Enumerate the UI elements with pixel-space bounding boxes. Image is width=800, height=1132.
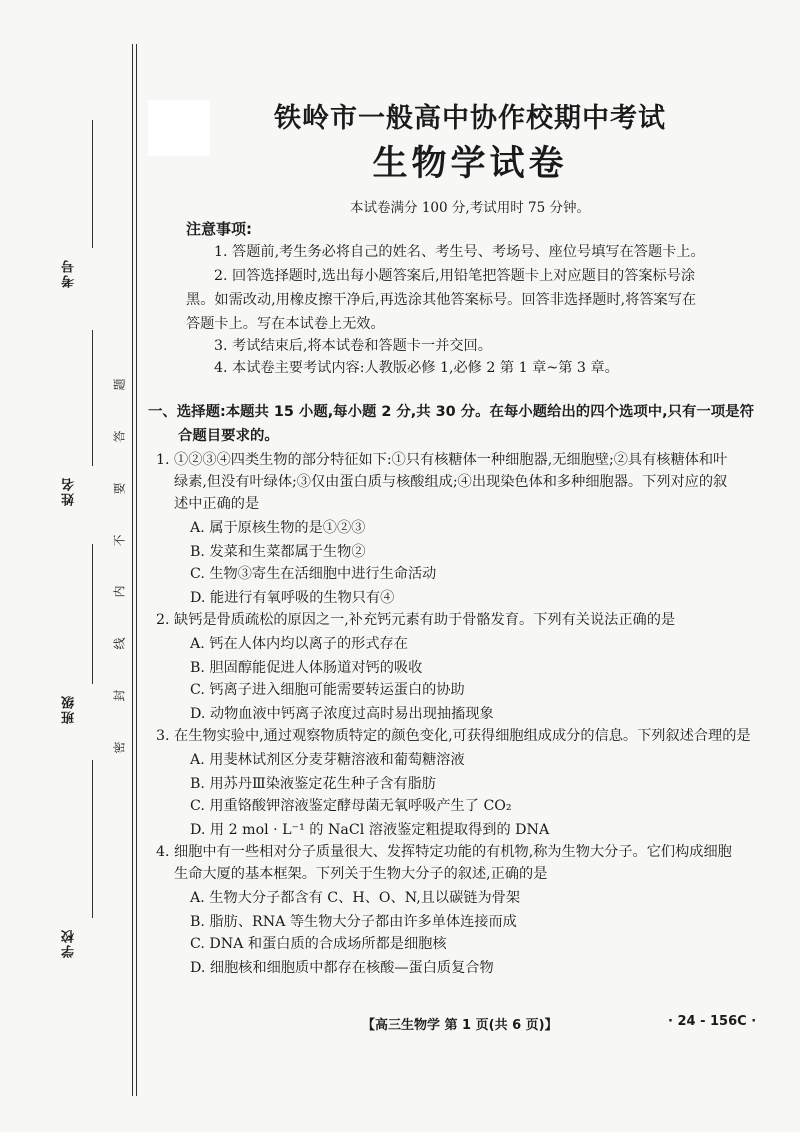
notice-line: 4. 本试卷主要考试内容:人教版必修 1,必修 2 第 1 章~第 3 章。 — [214, 360, 619, 376]
answer-option: C. 用重铬酸钾溶液鉴定酵母菌无氧呼吸产生了 CO₂ — [190, 798, 512, 814]
section-heading: 一、选择题:本题共 15 小题,每小题 2 分,共 30 分。在每小题给出的四个选项中,只有一项是符 — [148, 404, 754, 420]
question-stem: 1. ①②③④四类生物的部分特征如下:①只有核糖体一种细胞器,无细胞壁;②具有核糖体和叶 — [156, 452, 728, 468]
seal-char: 封 — [112, 689, 127, 702]
class-label: 班级 — [62, 694, 77, 724]
notice-line: 黑。如需改动,用橡皮擦干净后,再选涂其他答案标号。回答非选择题时,将答案写在 — [186, 292, 697, 308]
exam-info: 本试卷满分 100 分,考试用时 75 分钟。 — [350, 200, 590, 216]
name-label: 姓名 — [62, 476, 77, 506]
binding-line — [136, 44, 137, 1096]
class-field — [60, 694, 79, 724]
binding-line — [132, 44, 133, 1096]
answer-option: A. 属于原核生物的是①②③ — [190, 520, 366, 536]
answer-option: A. 钙在人体内均以离子的形式存在 — [190, 636, 408, 652]
notice-line: 2. 回答选择题时,选出每小题答案后,用铅笔把答题卡上对应题目的答案标号涂 — [214, 268, 696, 284]
exam-number-field — [60, 258, 79, 288]
answer-option: D. 细胞核和细胞质中都存在核酸—蛋白质复合物 — [190, 960, 494, 976]
exam-number-label: 考号 — [62, 258, 77, 288]
seal-char: 答 — [112, 430, 127, 443]
seal-char: 要 — [112, 482, 127, 495]
answer-option: D. 能进行有氧呼吸的生物只有④ — [190, 590, 395, 606]
answer-option: A. 生物大分子都含有 C、H、O、N,且以碳链为骨架 — [190, 890, 521, 906]
question-stem: 4. 细胞中有一些相对分子质量很大、发挥特定功能的有机物,称为生物大分子。它们构成细胞 — [156, 844, 732, 860]
answer-option: C. 钙离子进入细胞可能需要转运蛋白的协助 — [190, 682, 465, 698]
question-stem: 述中正确的是 — [174, 496, 260, 512]
answer-option: D. 用 2 mol · L⁻¹ 的 NaCl 溶液鉴定粗提取得到的 DNA — [190, 822, 550, 838]
answer-option: C. DNA 和蛋白质的合成场所都是细胞核 — [190, 936, 447, 952]
answer-option: D. 动物血液中钙离子浓度过高时易出现抽搐现象 — [190, 706, 494, 722]
answer-option: B. 发菜和生菜都属于生物② — [190, 544, 366, 560]
exam-title: 铁岭市一般高中协作校期中考试 — [274, 103, 666, 134]
section-heading: 合题目要求的。 — [178, 428, 279, 444]
school-field — [60, 928, 79, 958]
answer-option: B. 胆固醇能促进人体肠道对钙的吸收 — [190, 660, 423, 676]
answer-option: C. 生物③寄生在活细胞中进行生命活动 — [190, 566, 437, 582]
seal-char: 不 — [112, 534, 127, 547]
name-field — [60, 476, 79, 506]
name-blank — [92, 330, 93, 466]
page-footer: 【高三生物学 第 1 页(共 6 页)】 — [362, 1018, 558, 1033]
binding-margin — [0, 0, 132, 1132]
notice-line: 答题卡上。写在本试卷上无效。 — [186, 316, 385, 332]
question-stem: 2. 缺钙是骨质疏松的原因之一,补充钙元素有助于骨骼发育。下列有关说法正确的是 — [156, 612, 676, 628]
school-label: 学校 — [62, 928, 77, 958]
question-stem: 绿素,但没有叶绿体;③仅由蛋白质与核酸组成;④出现染色体和多种细胞器。下列对应的叙 — [174, 474, 728, 490]
exam-number-blank — [92, 120, 93, 248]
notice-line: 3. 考试结束后,将本试卷和答题卡一并交回。 — [214, 338, 492, 354]
seal-char: 密 — [112, 741, 127, 754]
answer-option: B. 用苏丹Ⅲ染液鉴定花生种子含有脂肪 — [190, 776, 436, 792]
answer-option: A. 用斐林试剂区分麦芽糖溶液和葡萄糖溶液 — [190, 752, 465, 768]
school-blank — [92, 760, 93, 918]
seal-char: 题 — [112, 378, 127, 391]
subject-title: 生物学试卷 — [372, 144, 568, 184]
seal-warning — [108, 376, 130, 756]
answer-option: B. 脂肪、RNA 等生物大分子都由许多单体连接而成 — [190, 914, 517, 930]
notice-heading: 注意事项: — [186, 220, 252, 238]
seal-char: 线 — [112, 637, 127, 650]
class-blank — [92, 544, 93, 684]
question-stem: 3. 在生物实验中,通过观察物质特定的颜色变化,可获得细胞组成成分的信息。下列叙述合理的是 — [156, 728, 751, 744]
seal-char: 内 — [112, 585, 127, 598]
paper-code: · 24 - 156C · — [668, 1014, 757, 1029]
question-stem: 生命大厦的基本框架。下列关于生物大分子的叙述,正确的是 — [174, 866, 548, 882]
notice-line: 1. 答题前,考生务必将自己的姓名、考生号、考场号、座位号填写在答题卡上。 — [214, 244, 705, 260]
